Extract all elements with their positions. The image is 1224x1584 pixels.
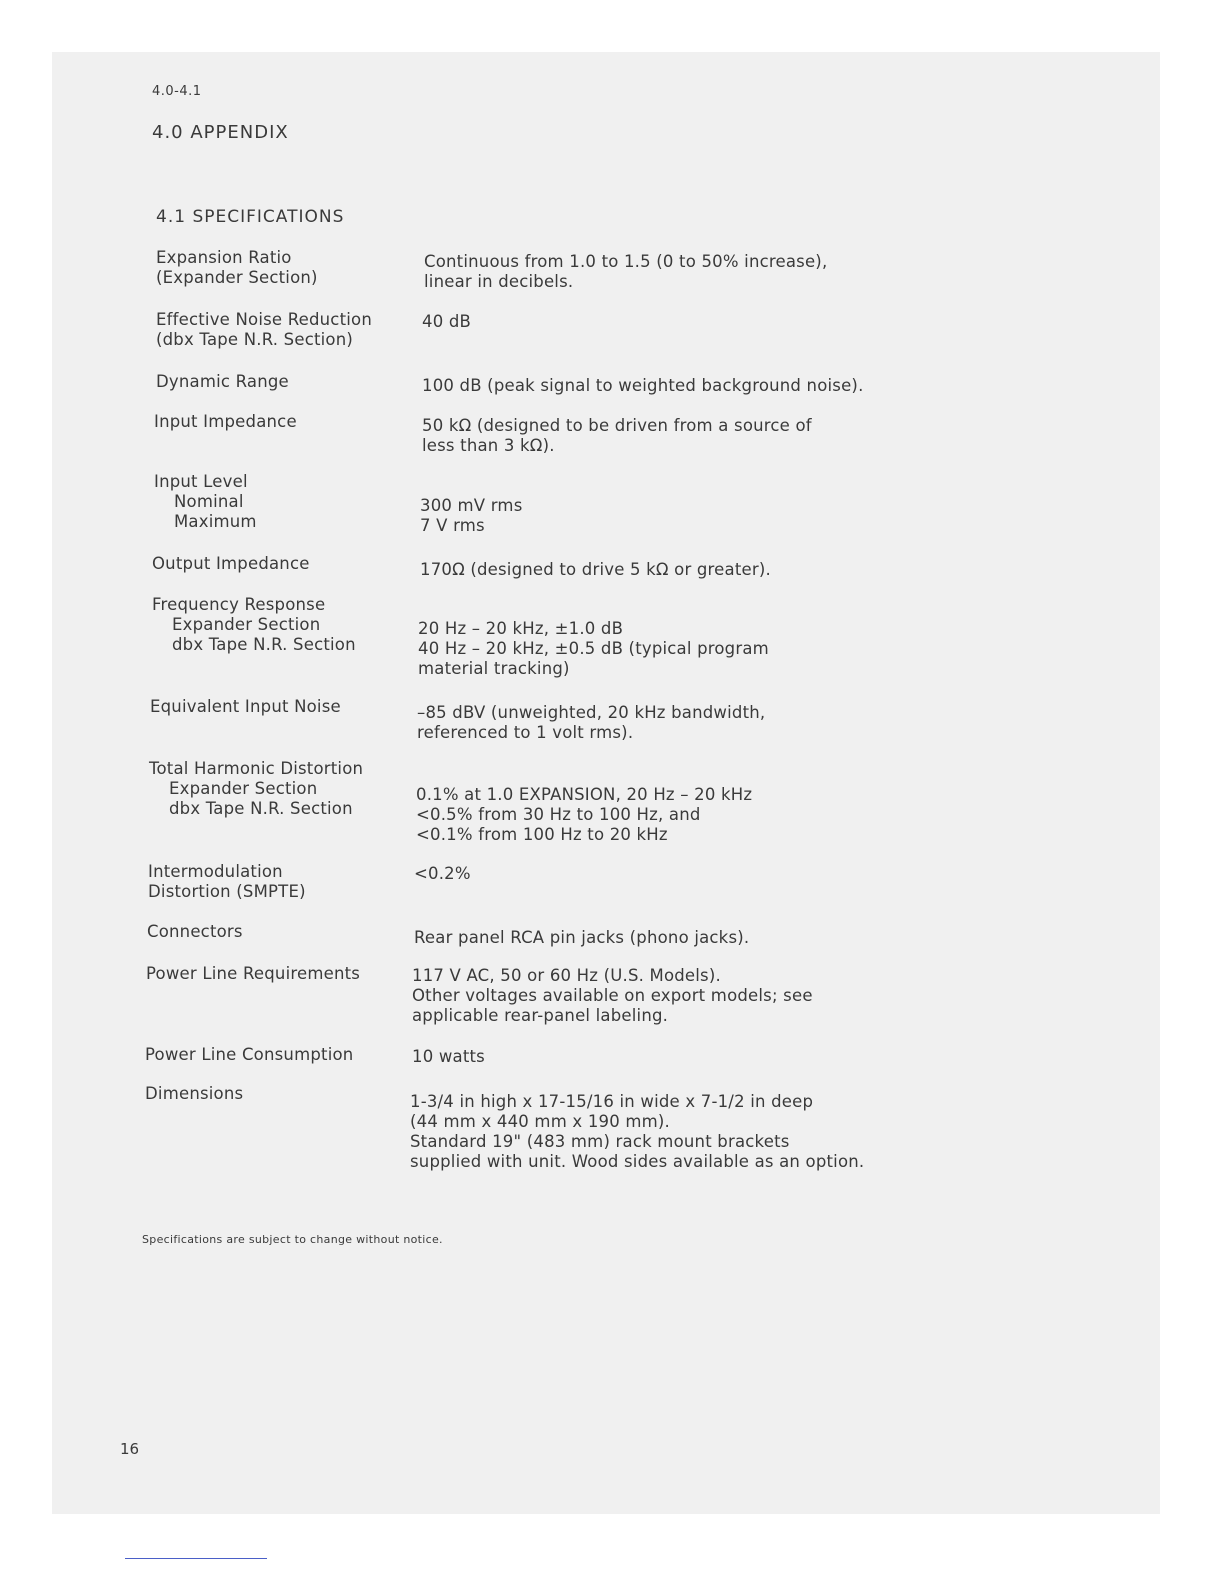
spec-label-line: Power Line Consumption: [145, 1045, 354, 1064]
spec-label: [148, 862, 306, 902]
spec-value-line: Rear panel RCA pin jacks (phono jacks).: [414, 928, 750, 947]
section-reference: 4.0-4.1: [152, 84, 202, 99]
spec-value-line: material tracking): [418, 659, 570, 678]
spec-label-line: Expander Section: [169, 779, 318, 798]
spec-label-line: Equivalent Input Noise: [150, 697, 341, 716]
spec-value: [422, 312, 471, 332]
spec-value-line: (44 mm x 440 mm x 190 mm).: [410, 1112, 670, 1131]
spec-value: [412, 1047, 485, 1067]
spec-label-line: dbx Tape N.R. Section: [172, 635, 356, 654]
spec-label: [150, 697, 341, 717]
spec-value-line: 300 mV rms: [420, 496, 523, 515]
spec-value: [424, 252, 827, 292]
spec-label-line: Input Level: [154, 472, 248, 491]
spec-label-line: Dimensions: [145, 1084, 244, 1103]
spec-value-line: supplied with unit. Wood sides available as an option.: [410, 1152, 865, 1171]
spec-label: [154, 472, 257, 532]
spec-label: [152, 554, 310, 574]
spec-label-line: Expander Section: [172, 615, 321, 634]
spec-label-line: (dbx Tape N.R. Section): [156, 330, 354, 349]
spec-label-line: Input Impedance: [154, 412, 297, 431]
spec-label: [152, 595, 356, 655]
spec-label: [156, 310, 372, 350]
footer-underline: [125, 1558, 267, 1559]
spec-label: [156, 372, 289, 392]
spec-value: [417, 703, 765, 743]
spec-label-line: Distortion (SMPTE): [148, 882, 306, 901]
spec-value-line: Standard 19" (483 mm) rack mount brackets: [410, 1132, 790, 1151]
spec-label-line: Effective Noise Reduction: [156, 310, 372, 329]
spec-value-line: 20 Hz – 20 kHz, ±1.0 dB: [418, 619, 624, 638]
spec-value-line: referenced to 1 volt rms).: [417, 723, 634, 742]
spec-value-line: applicable rear-panel labeling.: [412, 1006, 669, 1025]
page-number: 16: [120, 1440, 140, 1458]
spec-value: [422, 416, 812, 456]
spec-label: [156, 248, 318, 288]
spec-value-line: 0.1% at 1.0 EXPANSION, 20 Hz – 20 kHz: [416, 785, 753, 804]
spec-value: [414, 864, 471, 884]
spec-value-line: linear in decibels.: [424, 272, 574, 291]
spec-label: [154, 412, 297, 432]
spec-label-line: Intermodulation: [148, 862, 283, 881]
spec-label: [145, 1045, 353, 1065]
spec-value-line: 7 V rms: [420, 516, 485, 535]
spec-value: [420, 496, 523, 536]
spec-value-line: 50 kΩ (designed to be driven from a source of: [422, 416, 812, 435]
spec-value-line: 117 V AC, 50 or 60 Hz (U.S. Models).: [412, 966, 721, 985]
spec-value-line: <0.2%: [414, 864, 471, 883]
disclaimer-note: Specifications are subject to change without notice.: [142, 1233, 443, 1246]
spec-label-line: Maximum: [174, 512, 257, 531]
spec-label-line: Connectors: [147, 922, 243, 941]
spec-value: [414, 928, 749, 948]
spec-label-line: Frequency Response: [152, 595, 326, 614]
spec-label: [147, 922, 243, 942]
spec-label-line: Output Impedance: [152, 554, 310, 573]
spec-value-line: less than 3 kΩ).: [422, 436, 555, 455]
spec-value-line: <0.1% from 100 Hz to 20 kHz: [416, 825, 668, 844]
spec-value-line: Other voltages available on export models; see: [412, 986, 813, 1005]
spec-value: [410, 1092, 864, 1172]
spec-label: [149, 759, 363, 819]
spec-label: [146, 964, 360, 984]
spec-value-line: 170Ω (designed to drive 5 kΩ or greater).: [420, 560, 771, 579]
spec-value-line: 1-3/4 in high x 17-15/16 in wide x 7-1/2 in deep: [410, 1092, 814, 1111]
spec-label-line: Total Harmonic Distortion: [149, 759, 364, 778]
spec-label-line: Expansion Ratio: [156, 248, 292, 267]
spec-label-line: Power Line Requirements: [146, 964, 361, 983]
spec-value: [420, 560, 771, 580]
spec-value-line: 40 Hz – 20 kHz, ±0.5 dB (typical program: [418, 639, 769, 658]
subsection-title: 4.1 SPECIFICATIONS: [156, 207, 345, 227]
spec-value-line: Continuous from 1.0 to 1.5 (0 to 50% increase),: [424, 252, 828, 271]
spec-value: [422, 376, 864, 396]
spec-value: [412, 966, 813, 1026]
section-title: 4.0 APPENDIX: [152, 122, 289, 143]
spec-label-line: Dynamic Range: [156, 372, 289, 391]
spec-value-line: <0.5% from 30 Hz to 100 Hz, and: [416, 805, 701, 824]
spec-value-line: –85 dBV (unweighted, 20 kHz bandwidth,: [417, 703, 766, 722]
spec-value: [418, 619, 769, 679]
spec-label-line: Nominal: [174, 492, 244, 511]
document-page: [52, 52, 1160, 1514]
spec-value-line: 40 dB: [422, 312, 472, 331]
spec-label-line: dbx Tape N.R. Section: [169, 799, 353, 818]
spec-value: [416, 785, 752, 845]
spec-label-line: (Expander Section): [156, 268, 318, 287]
spec-value-line: 100 dB (peak signal to weighted background noise).: [422, 376, 864, 395]
spec-label: [145, 1084, 243, 1104]
spec-value-line: 10 watts: [412, 1047, 485, 1066]
